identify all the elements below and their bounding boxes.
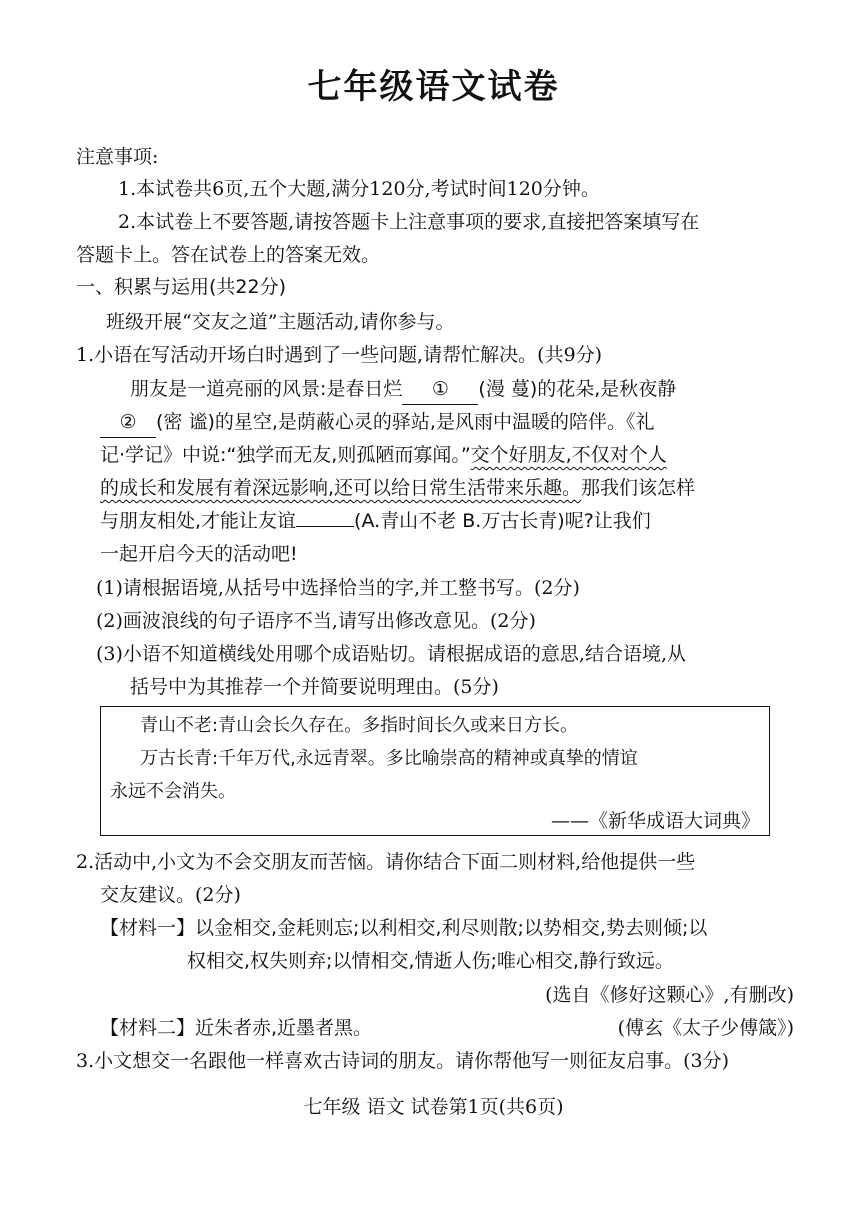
material1-text: 以金相交,金耗则忘;以利相交,利尽则散;以势相交,势去则倾;以: [195, 917, 708, 939]
notice-heading: 注意事项:: [76, 146, 159, 168]
q1-passage-text: 朋友是一道亮丽的风景:是春日烂: [130, 378, 403, 400]
notice-item-2a: 2.本试卷上不要答题,请按答题卡上注意事项的要求,直接把答案填写在: [118, 211, 700, 233]
material2-line: [100, 1013, 372, 1043]
notice-item-1: 1.本试卷共6页,五个大题,满分120分,考试时间120分钟。: [118, 178, 600, 200]
wavy-sentence: 的成长和发展有着深远影响,还可以给日常生活带来乐趣。: [100, 477, 582, 499]
material2-label: 【材料二】: [100, 1017, 196, 1039]
material1-line2: 权相交,权失则弃;以情相交,情逝人伤;唯心相交,静行致远。: [187, 950, 674, 972]
q1-passage-line4: [100, 473, 695, 503]
q1-passage-line3: [100, 440, 667, 470]
material1-label: 【材料一】: [100, 917, 196, 939]
material2-text: 近朱者赤,近墨者黑。: [195, 1017, 373, 1039]
q1-passage-text: 与朋友相处,才能让友谊: [100, 510, 297, 532]
blank-3: [296, 526, 354, 527]
box-line-2: 万古长青:千年万代,永远青翠。多比喻崇高的精神或真挚的情谊: [140, 748, 638, 769]
blank-2: ②: [100, 407, 156, 438]
q1-sub2: (2)画波浪线的句子语序不当,请写出修改意见。(2分): [96, 610, 536, 632]
q1-passage-line5: [100, 506, 651, 536]
q1-passage-text: 那我们该怎样: [581, 477, 696, 499]
q1-passage-text: (密 谧)的星空,是荫蔽心灵的驿站,是风雨中温暖的陪伴。《礼: [156, 411, 655, 433]
page-footer: 七年级 语文 试卷第1页(共6页): [303, 1096, 564, 1118]
q1-sub3b: 括号中为其推荐一个并简要说明理由。(5分): [130, 676, 499, 698]
material1-source: (选自《修好这颗心》,有删改): [545, 984, 794, 1006]
q1-passage-line1: [130, 374, 676, 405]
q2-stem-b: 交友建议。(2分): [100, 884, 241, 906]
q1-sub3a: (3)小语不知道横线处用哪个成语贴切。请根据成语的意思,结合语境,从: [96, 643, 686, 665]
q1-stem: 1.小语在写活动开场白时遇到了一些问题,请帮忙解决。(共9分): [76, 344, 603, 366]
q1-passage-line2: [100, 407, 654, 438]
wavy-sentence: 交个好朋友,不仅对个人: [470, 444, 667, 466]
page-title: 七年级语文试卷: [307, 67, 560, 107]
section1-heading: 一、积累与运用(共22分): [76, 276, 287, 298]
box-line-1: 青山不老:青山会长久存在。多指时间长久或来日方长。: [140, 715, 579, 736]
q2-stem-a: 2.活动中,小文为不会交朋友而苦恼。请你结合下面二则材料,给他提供一些: [76, 851, 696, 873]
box-line-3: 永远不会消失。: [110, 781, 236, 802]
q1-passage-text: (A.青山不老 B.万古长青)呢?让我们: [354, 510, 651, 532]
material1-line1: [100, 913, 707, 943]
q3-stem: 3.小文想交一名跟他一样喜欢古诗词的朋友。请你帮他写一则征友启事。(3分): [76, 1050, 730, 1072]
blank-1: ①: [402, 374, 478, 405]
box-source: ——《新华成语大词典》: [550, 810, 760, 832]
q1-passage-text: (漫 蔓)的花朵,是秋夜静: [478, 378, 677, 400]
notice-item-2b: 答题卡上。答在试卷上的答案无效。: [76, 244, 381, 266]
material2-source: (傅玄《太子少傅箴》): [617, 1017, 794, 1039]
q1-sub1: (1)请根据语境,从括号中选择恰当的字,并工整书写。(2分): [96, 577, 580, 599]
q1-passage-text: 记·学记》中说:“独学而无友,则孤陋而寡闻。”: [100, 444, 471, 466]
section1-intro: 班级开展“交友之道”主题活动,请你参与。: [106, 311, 455, 333]
q1-passage-line6: 一起开启今天的活动吧!: [100, 543, 298, 565]
